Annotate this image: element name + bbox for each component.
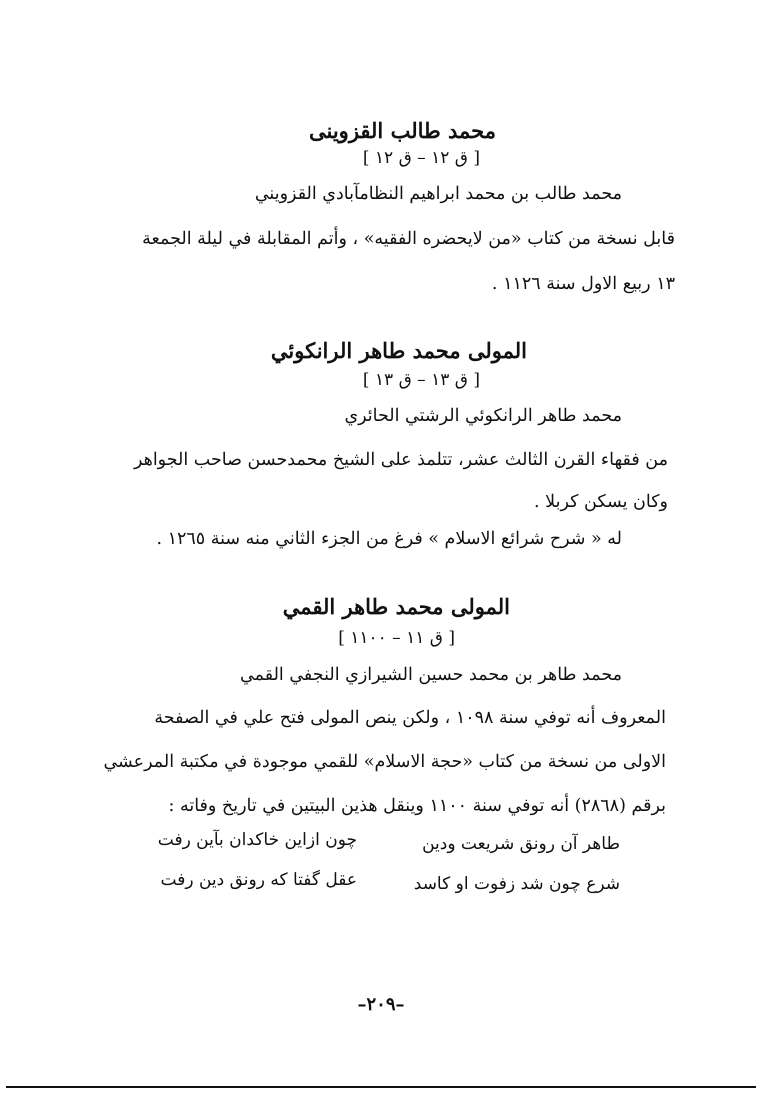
entry-line: محمد طالب بن محمد ابراهيم النظامآبادي القزويني bbox=[254, 184, 622, 204]
entry-dates: [ ق ١١ – ١١٠٠ ] bbox=[338, 628, 455, 648]
page-number: –٢٠٩– bbox=[357, 994, 405, 1015]
entry-line: ١٣ ربيع الاول سنة ١١٢٦ . bbox=[491, 274, 675, 294]
entry-dates: [ ق ١٣ – ق ١٣ ] bbox=[362, 370, 480, 390]
verse-first-hemistich: طاهر آن رونق شريعت ودين bbox=[422, 834, 620, 854]
entry-line: وكان يسكن كربلا . bbox=[534, 492, 668, 512]
verse-second-hemistich: چون ازاين خاكدان بآين رفت bbox=[157, 830, 357, 850]
entry-line: له « شرح شرائع الاسلام » فرغ من الجزء الثاني منه سنة ١٢٦٥ . bbox=[156, 529, 622, 549]
entry-line: محمد طاهر الرانكوئي الرشتي الحائري bbox=[344, 406, 622, 426]
entry-heading: المولى محمد طاهر الرانكوئي bbox=[270, 338, 527, 363]
entry-line: برقم (٢٨٦٨) أنه توفي سنة ١١٠٠ وينقل هذين البيتين في تاريخ وفاته : bbox=[168, 796, 666, 816]
bottom-rule bbox=[6, 1086, 756, 1088]
verse-second-hemistich: عقل گفتا كه رونق دين رفت bbox=[160, 870, 357, 890]
entry-heading: محمد طالب القزوينى bbox=[309, 118, 496, 143]
entry-heading: المولى محمد طاهر القمي bbox=[282, 594, 510, 619]
entry-line: من فقهاء القرن الثالث عشر، تتلمذ على الشيخ محمدحسن صاحب الجواهر bbox=[133, 450, 668, 470]
entry-line: محمد طاهر بن محمد حسين الشيرازي النجفي القمي bbox=[240, 665, 622, 685]
entry-line: قابل نسخة من كتاب «من لايحضره الفقيه» ، وأتم المقابلة في ليلة الجمعة bbox=[142, 229, 675, 249]
entry-line: المعروف أنه توفي سنة ١٠٩٨ ، ولكن ينص المولى فتح علي في الصفحة bbox=[154, 708, 666, 728]
entry-dates: [ ق ١٢ – ق ١٢ ] bbox=[362, 148, 480, 168]
entry-line: الاولى من نسخة من كتاب «حجة الاسلام» للقمي موجودة في مكتبة المرعشي bbox=[103, 752, 666, 772]
verse-first-hemistich: شرع چون شد زفوت او كاسد bbox=[413, 874, 620, 894]
